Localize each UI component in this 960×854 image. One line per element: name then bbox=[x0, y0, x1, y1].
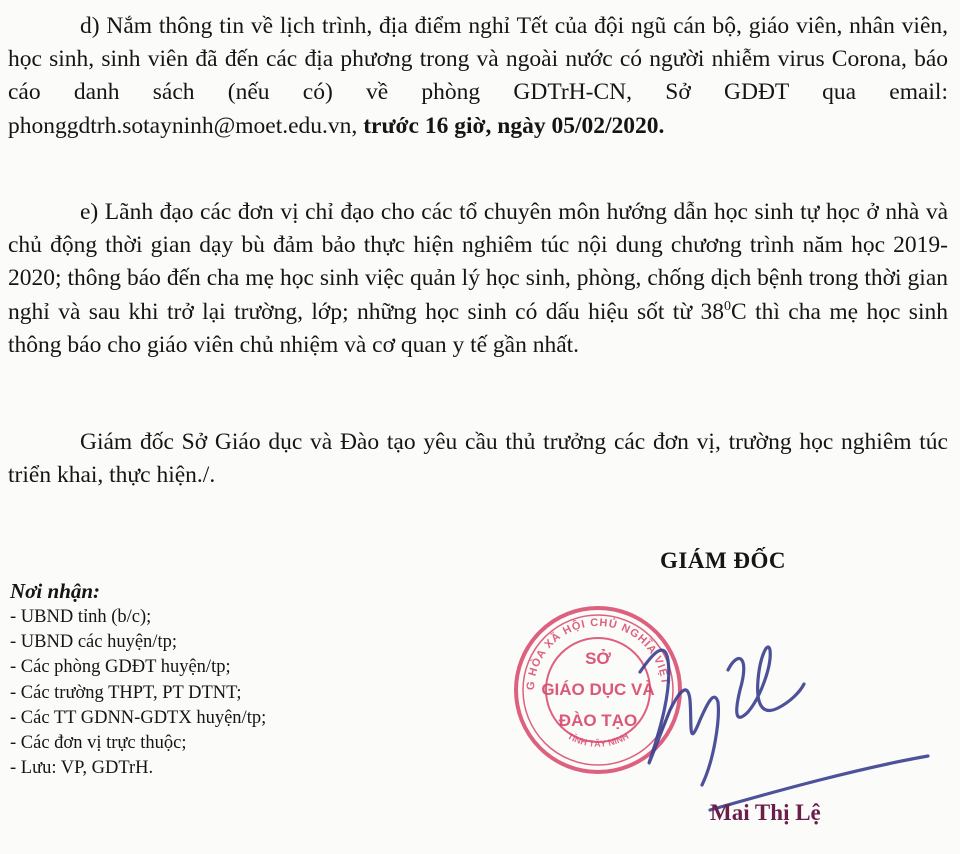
recipients-block bbox=[10, 578, 430, 781]
seal-line-2: GIÁO DỤC VÀ bbox=[541, 680, 655, 699]
recipient-item: - Các phòng GDĐT huyện/tp; bbox=[10, 657, 231, 678]
recipient-item: - UBND tỉnh (b/c); bbox=[10, 607, 152, 627]
paragraph-closing bbox=[8, 426, 948, 492]
paragraph-item-e bbox=[8, 196, 948, 362]
recipient-item: - UBND các huyện/tp; bbox=[10, 632, 177, 653]
item-d-deadline: trước 16 giờ, ngày 05/02/2020. bbox=[363, 112, 665, 139]
item-e-text-before: e) Lãnh đạo các đơn vị chỉ đạo cho các tổ chuyên môn hướng dẫn học sinh tự học ở nhà và chủ động thời gian dạy bù đảm bảo thực hiện nghiêm túc nội dung chương trình năm học 2019-2020; thông báo đến cha mẹ học sinh việc quản lý học sinh, phòng, chống dịch bệnh trong thời gian nghỉ và sau khi trở lại trường, lớp; những học sinh có dấu hiệu sốt từ 38 bbox=[8, 199, 948, 325]
recipient-item: - Lưu: VP, GDTrH. bbox=[10, 758, 154, 779]
degree-superscript: 0 bbox=[723, 298, 731, 314]
signature-icon bbox=[610, 620, 940, 815]
seal-ring-text: G HÒA XÃ HỘI CHỦ NGHĨA VIỆT bbox=[524, 616, 671, 691]
signer-name: Mai Thị Lệ bbox=[710, 800, 821, 825]
seal-line-1: SỞ bbox=[585, 649, 611, 668]
recipients-list bbox=[10, 605, 430, 781]
recipient-item: - Các đơn vị trực thuộc; bbox=[10, 733, 187, 754]
closing-text: Giám đốc Sở Giáo dục và Đào tạo yêu cầu thủ trưởng các đơn vị, trường học nghiêm túc triển khai, thực hiện./. bbox=[8, 429, 948, 489]
recipient-item: - Các trường THPT, PT DTNT; bbox=[10, 682, 242, 703]
item-d-text: d) Nắm thông tin về lịch trình, địa điểm nghỉ Tết của đội ngũ cán bộ, giáo viên, nhân viên, học sinh, sinh viên đã đến các địa phương trong và ngoài nước có người nhiễm virus Corona, báo cáo danh sách (nếu có) về phòng GDTrH-CN, Sở GDĐT qua email: phonggdtrh.sotayninh@moet.edu.vn, bbox=[8, 13, 948, 139]
paragraph-item-d bbox=[8, 10, 948, 143]
seal-line-3: ĐÀO TẠO bbox=[558, 711, 638, 730]
signature-title: GIÁM ĐỐC bbox=[660, 548, 787, 573]
seal-bottom-text: TỈNH TÂY NINH bbox=[565, 730, 631, 749]
recipient-item: - Các TT GDNN-GDTX huyện/tp; bbox=[10, 707, 267, 728]
recipients-heading: Nơi nhận: bbox=[10, 579, 101, 603]
item-e-text-after: C thì cha mẹ học sinh thông báo cho giáo viên chủ nhiệm và cơ quan y tế gần nhất. bbox=[8, 298, 948, 358]
handwritten-signature bbox=[610, 620, 940, 815]
